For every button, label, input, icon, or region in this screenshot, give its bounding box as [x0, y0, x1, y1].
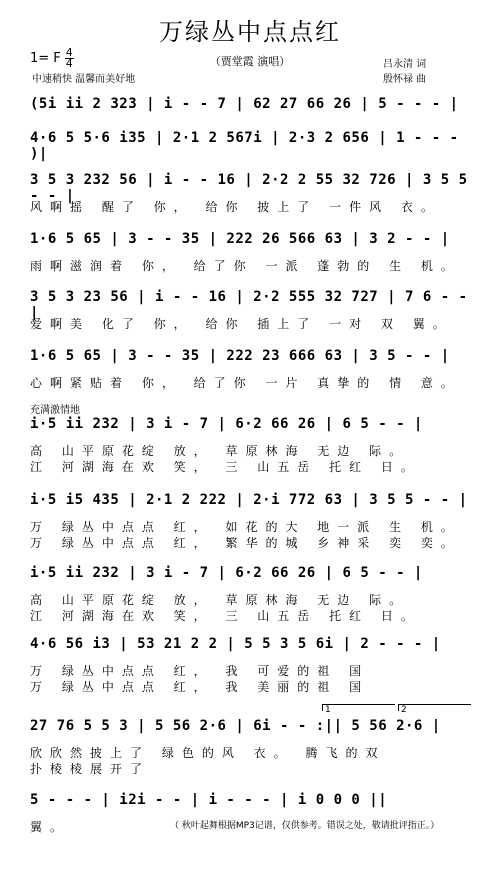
notes: i·5 ii 232 | 3 i - 7 | 6·2 66 26 | 6 5 - - | [30, 416, 423, 432]
notes: 1·6 5 65 | 3 - - 35 | 222 23 666 63 | 3 5 - - | [30, 348, 450, 364]
expression-marking: 充满激情地 [30, 405, 80, 416]
lyrics-line-1: 万 绿丛中点点 红， 我 可爱的祖 国 [30, 664, 370, 678]
composer-credit: 殷怀禄 曲 [383, 74, 427, 85]
notes: i·5 ii 232 | 3 i - 7 | 6·2 66 26 | 6 5 - - | [30, 565, 423, 581]
notes: 4·6 5 5·6 i35 | 2·1 2 567i | 2·3 2 656 | 1 - - - )| [30, 130, 459, 162]
notes: 3 5 3 23 56 | i - - 16 | 2·2 555 32 727 | 7 6 - - | [30, 289, 468, 321]
notes: 5 - - - | i2i - - | i - - - | i 0 0 0 || [30, 792, 388, 808]
notes: 3 5 3 232 56 | i - - 16 | 2·2 2 55 32 726 | 3 5 5 - - | [30, 172, 468, 204]
lyrics-line-1: 高 山平原花绽 放， 草原林海 无边 际。 [30, 444, 410, 458]
lyrics-line-1: 爱啊美 化了 你， 给你 插上了 一对 双 翼。 [30, 317, 453, 331]
lyrics-line-1: 翼。 [30, 820, 71, 834]
lyrics-line-1: 风啊摇 醒了 你， 给你 披上了 一件风 衣。 [30, 200, 441, 214]
lyrics-line-2: 江 河湖海在欢 笑， 三 山五岳 托红 日。 [30, 609, 421, 623]
lyrics-line-2: 万 绿丛中点点 红， 繁华的城 乡神采 奕 奕。 [30, 536, 461, 550]
notes: 4·6 56 i3 | 53 21 2 2 | 5 5 3 5 6i | 2 - - - | [30, 636, 441, 652]
lyrics-line-1: 心啊紧贴着 你， 给了你 一片 真挚的 情 意。 [30, 376, 461, 390]
time-numerator: 4 [65, 46, 73, 59]
lyrics-line-2: 万 绿丛中点点 红， 我 美丽的祖 国 [30, 680, 370, 694]
footer-note: （ 秋叶起舞根据MP3记谱，仅供参考。错误之处，敬请批评指正。） [170, 821, 440, 831]
lyrics-line-1: 雨啊滋润着 你， 给了你 一派 蓬勃的 生 机。 [30, 259, 461, 273]
page-title: 万绿丛中点点红 [159, 18, 341, 46]
lyrics-line-1: 高 山平原花绽 放， 草原林海 无边 际。 [30, 593, 410, 607]
lyricist-credit: 吕永清 词 [383, 59, 427, 70]
volta-second: 2 [398, 704, 471, 711]
lyrics-line-1: 万 绿丛中点点 红， 如花的大 地一派 生 机。 [30, 520, 461, 534]
lyrics-line-1: 欣欣然披上了 绿色的风 衣。 腾飞的双 [30, 746, 386, 760]
key-label: 1= F [30, 51, 61, 66]
tempo-marking: 中速稍快 温馨而美好地 [32, 74, 136, 85]
lyrics-line-2: 扑棱棱展开了 [30, 762, 151, 776]
notes: 27 76 5 5 3 | 5 56 2·6 | 6i - - :|| 5 56 2·6 | [30, 718, 441, 734]
notes: 1·6 5 65 | 3 - - 35 | 222 26 566 63 | 3 2 - - | [30, 231, 450, 247]
performer: （贾堂霞 演唱） [209, 55, 291, 68]
time-denominator: 4 [65, 57, 73, 70]
notes: (5i ii 2 323 | i - - 7 | 62 27 66 26 | 5 - - - | [30, 96, 459, 112]
notes: i·5 i5 435 | 2·1 2 222 | 2·i 772 63 | 3 5 5 - - | [30, 492, 468, 508]
lyrics-line-2: 江 河湖海在欢 笑， 三 山五岳 托红 日。 [30, 460, 421, 474]
volta-first: 1 [322, 704, 395, 711]
